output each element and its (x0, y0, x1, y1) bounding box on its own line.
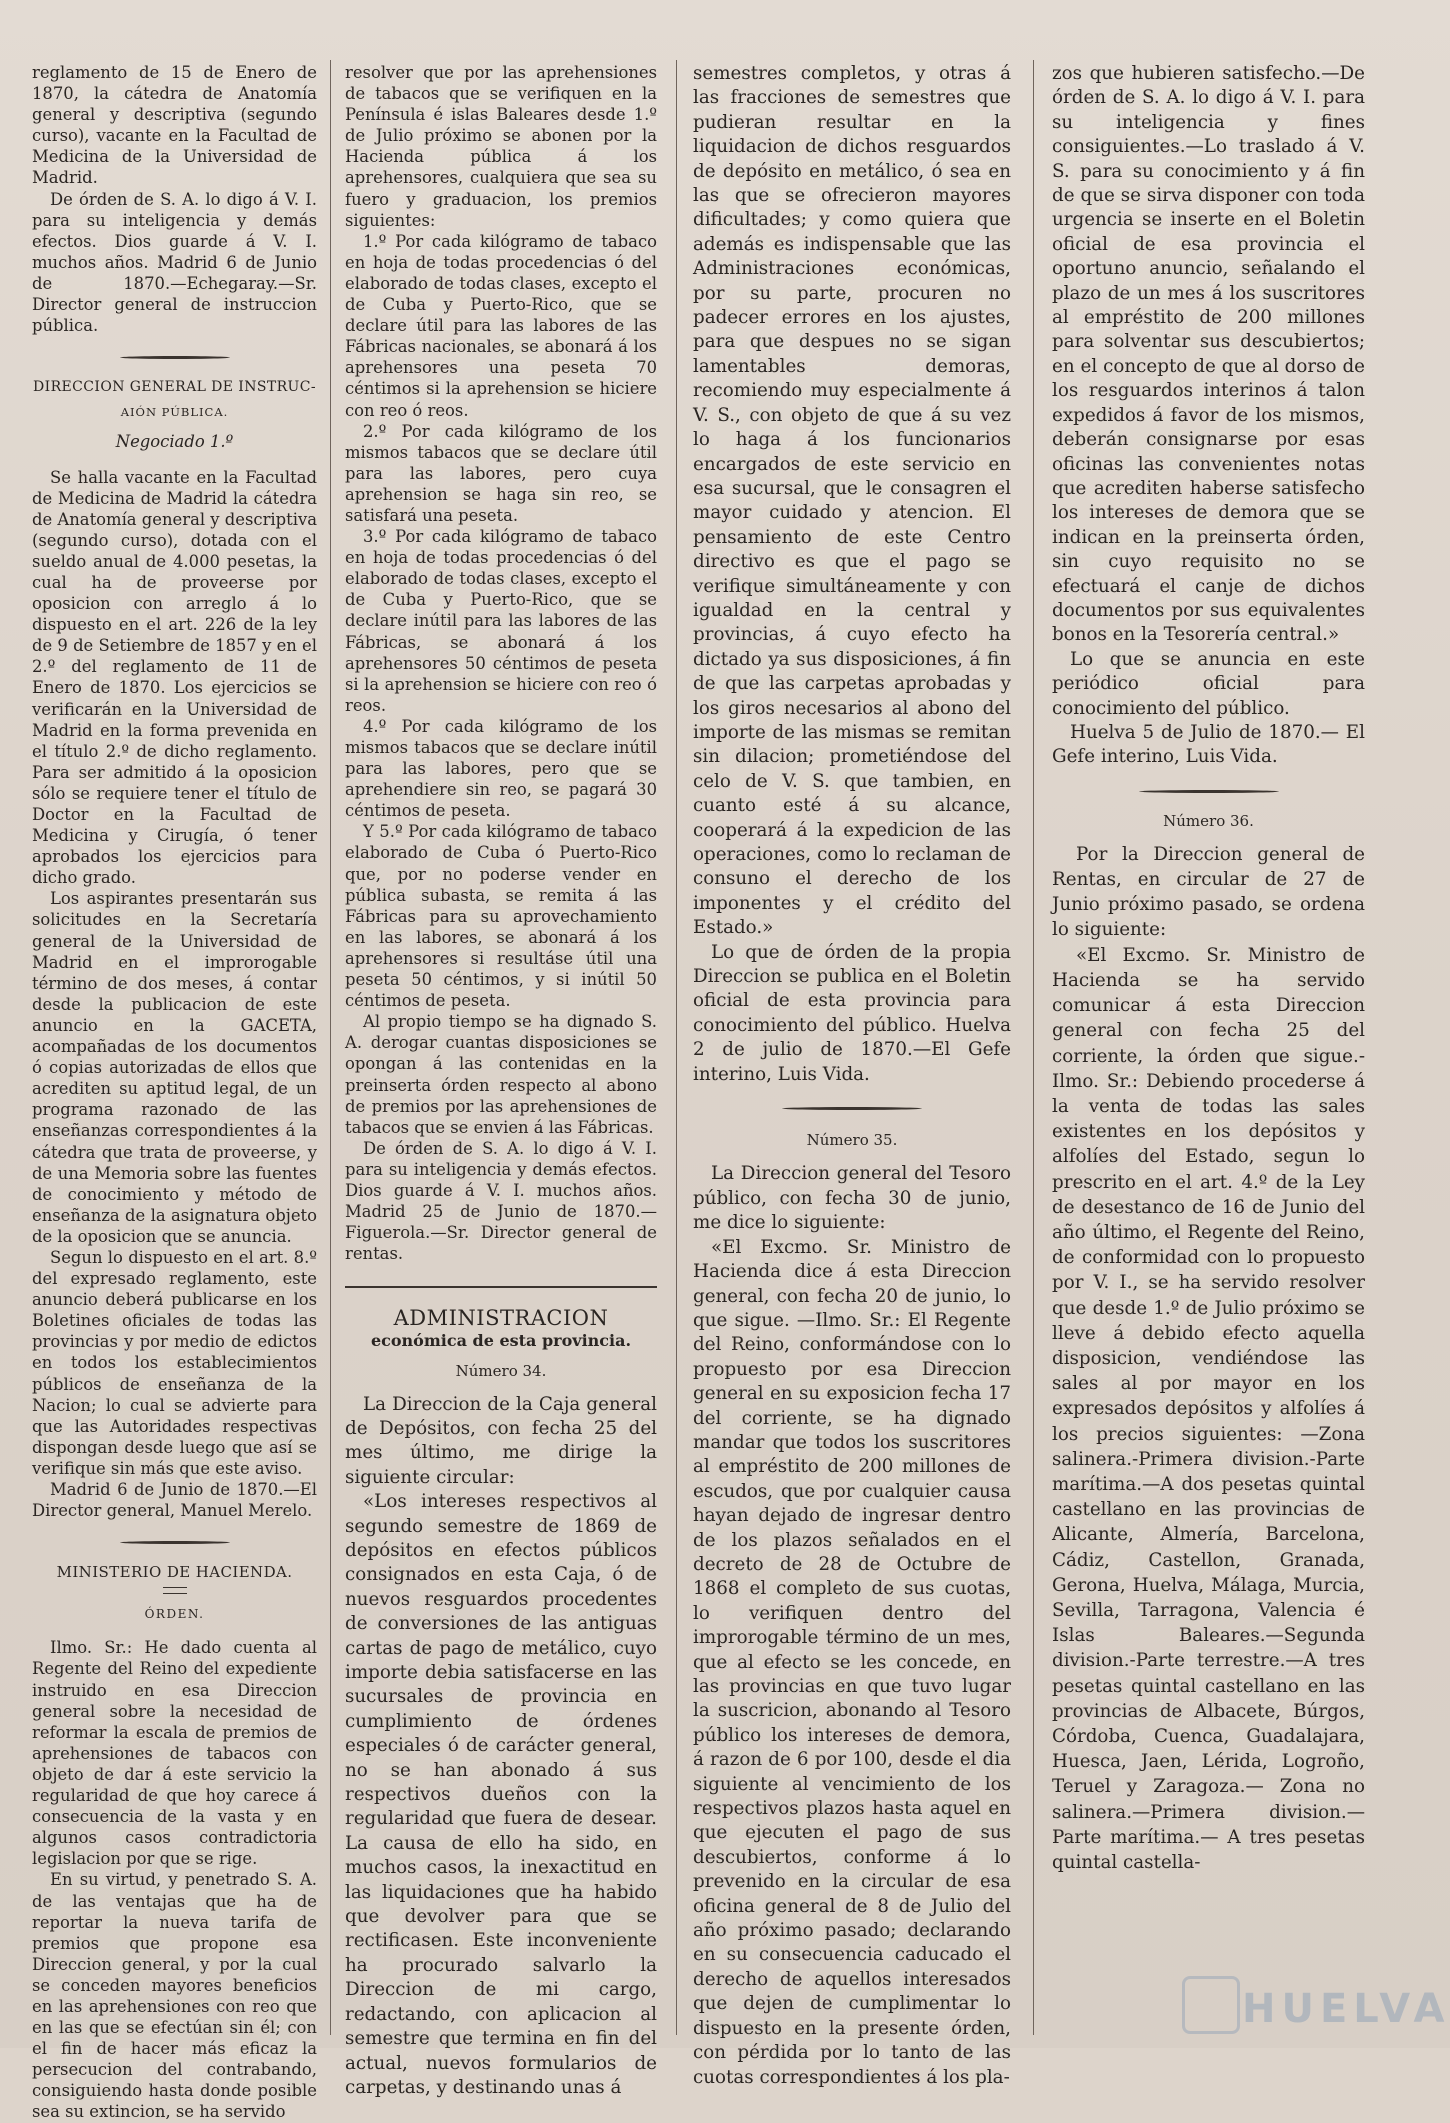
paragraph: Se halla vacante en la Facultad de Medicina de Madrid la cátedra de Anatomía general y descriptiva (segundo curso), dotada con el sueldo anual de 4.000 pesetas, la cual ha de proveerse por oposicion con arreglo á lo dispuesto en el art. 226 de la ley de 9 de Setiembre de 1857 y en el 2.º del reglamento de 11 de Enero de 1870. Los ejercicios se verificarán en la Universidad de Madrid en la forma prevenida en el título 2.º de dicho reglamento. Para ser admitido á la oposicion sólo se requiere tener el título de Doctor en la Facultad de Medicina y Cirugía, ó tener aprobados los ejercicios para dicho grado. (32, 467, 317, 888)
administration-subheading: económica de esta provincia. (370, 1331, 632, 1351)
paragraph: 4.º Por cada kilógramo de los mismos tabacos que se declare inútil para las labores, pero que se aprehendiere sin reo, se pagará 30 céntimos de peseta. (345, 716, 657, 821)
paragraph: 1.º Por cada kilógramo de tabaco en hoja de todas procedencias ó del elaborado de todas clases, excepto el de Cuba y Puerto-Rico, que se declare útil para las labores de las Fábricas nacionales, se abonará á los aprehensores una peseta 70 céntimos si la aprehension se hiciere con reo ó reos. (345, 231, 657, 420)
paragraph: «El Excmo. Sr. Ministro de Hacienda dice á esta Direccion general, con fecha 20 de junio, lo que sigue. —Ilmo. Sr.: El Regente del Reino, conformándose con lo propuesto por esa Direccion general en su exposicion fecha 17 del corriente, se ha dignado mandar que todos los suscritores al empréstito de 200 millones de escudos, que por cualquier causa hayan dejado de ingresar dentro de los plazos señalados en el decreto de 28 de Octubre de 1868 el completo de sus cuotas, lo verifiquen dentro del improrogable término de un mes, que al efecto se les concede, en las provincias en que tuvo lugar la suscricion, abonando al Tesoro público los intereses de demora, á razon de 6 por 100, desde el dia siguiente al vencimiento de los respectivos plazos hasta aquel en que ejecuten el pago de sus descubiertos, conforme á lo prevenido en la circular de esa oficina general de 8 de Julio del año próximo pasado; declarando en su consecuencia caducado el derecho de aquellos interesados que dejen de cumplimentar lo dispuesto en la presente órden, con pérdida por lo tanto de las cuotas correspondientes á los pla- (693, 1236, 1011, 2088)
negociado-label: Negociado 1.º (115, 432, 234, 452)
administration-heading: ADMINISTRACION (393, 1306, 609, 1331)
paragraph: Segun lo dispuesto en el art. 8.º del expresado reglamento, este anuncio deberá publicarse en los Boletines oficiales de todas las provincias y por medio de edictos en todos los establecimientos públicos de enseñanza de la Nacion; lo cual se advierte para que las Autoridades respectivas dispongan desde luego que así se verifique sin más que este aviso. (32, 1247, 317, 1478)
paragraph: En su virtud, y penetrado S. A. de las ventajas que ha de reportar la nueva tarifa de premios que propone esa Direccion general, y por la cual se conceden mayores beneficios en las aprehensiones con reo que en las que se efectúan sin él; con el fin de hacer más eficaz la persecucion del contrabando, consiguiendo hasta donde posible sea su extincion, se ha servido (32, 1870, 317, 2122)
orden-heading: ÓRDEN. (144, 1607, 205, 1622)
paragraph: semestres completos, y otras á las fracciones de semestres que pudieran resultar en la liquidacion de dichos resguardos de depósito en metálico, ó sea en las que se ofrecieron mayores dificultades; y como quiera que además es indispensable que las Administraciones económicas, por su parte, procuren no padecer errores en los ajustes, para que despues no se sigan lamentables demoras, recomiendo muy especialmente á V. S., con objeto de que á su vez lo haga á los funcionarios encargados de este servicio en esa sucursal, que le consagren el mayor cuidado y atencion. El pensamiento de este Centro directivo es que el pago se verifique simultáneamente y con igualdad en la central y provincias, á cuyo efecto ha dictado ya sus disposiciones, á fin de que las carpetas aprobadas y los giros necesarios al abono del importe de las mismas se remitan sin dilacion; prometiéndose del celo de V. S. que tambien, en cuanto esté á su alcance, cooperará á la expedicion de las operaciones, como lo reclaman de consuno el derecho de los imponentes y el crédito del Estado.» (693, 63, 1011, 939)
double-rule (163, 1587, 187, 1594)
column-3 (693, 62, 1011, 2090)
column-1 (32, 62, 317, 2123)
paragraph: Lo que de órden de la propia Direccion se publica en el Boletin oficial de esta provincia para conocimiento del público. Huelva 2 de julio de 1870.—El Gefe interino, Luis Vida. (693, 941, 1011, 1085)
column-2 (345, 62, 657, 2100)
paragraph: resolver que por las aprehensiones de tabacos que se verifiquen en la Península é islas Baleares desde 1.º de Julio próximo se abonen por la Hacienda pública á los aprehensores, cualquiera que sea su fuero y graduacion, los premios siguientes: (345, 63, 657, 230)
item-number: Número 35. (806, 1131, 898, 1150)
paragraph: «El Excmo. Sr. Ministro de Hacienda se ha servido comunicar á esta Direccion general con fecha 25 del corriente, la órden que sigue.-Ilmo. Sr.: Debiendo procederse á la venta de todas las sales existentes en los depósitos y alfolíes del Estado, segun lo prescrito en el art. 4.º de la Ley de desestanco de 16 de Junio del año último, el Regente del Reino, de conformidad con lo propuesto por V. I., se ha servido resolver que desde 1.º de Julio próximo se lleve á debido efecto aquella disposicion, vendiéndose las sales al por mayor en los expresados depósitos y alfolíes á los precios siguientes: —Zona salinera.-Primera division.-Parte marítima.—A dos pesetas quintal castellano en las provincias de Alicante, Almería, Barcelona, Cádiz, Castellon, Granada, Gerona, Huelva, Málaga, Murcia, Sevilla, Tarragona, Valencia é Islas Baleares.—Segunda division.-Parte terrestre.—A tres pesetas quintal castellano en las provincias de Albacete, Búrgos, Córdoba, Cuenca, Guadalajara, Huesca, Jaen, Lérida, Logroño, Teruel y Zaragoza.— Zona no salinera.—Primera division.—Parte marítima.— A tres pesetas quintal castella- (1052, 944, 1365, 1873)
section-divider (120, 356, 230, 359)
archive-watermark: HUELVA (1242, 1986, 1450, 2032)
signature: Madrid 6 de Junio de 1870.—El Director general, Manuel Merelo. (32, 1480, 317, 1521)
ministry-heading: MINISTERIO DE HACIENDA. (56, 1563, 293, 1582)
paragraph: Al propio tiempo se ha dignado S. A. derogar cuantas disposiciones se opongan á las contenidas en la preinserta órden respecto al abono de premios por las aprehensiones de tabacos que se envien á las Fábricas. (345, 1012, 657, 1137)
paragraph: La Direccion general del Tesoro público, con fecha 30 de junio, me dice lo siguiente: (693, 1163, 1011, 1234)
paragraph: «Los intereses respectivos al segundo semestre de 1869 de depósitos en efectos públicos consignados en esta Caja, ó de nuevos resguardos procedentes de conversiones de las antiguas cartas de pago de metálico, cuyo importe debia satisfacerse en las sucursales de provincia en cumplimiento de órdenes especiales ó de carácter general, no se han abonado á sus respectivos dueños con la regularidad que fuera de desear. La causa de ello ha sido, en muchos casos, la inexactitud en las liquidaciones que ha habido que devolver para que se rectificasen. Este inconveniente ha procurado salvarlo la Direccion de mi cargo, redactando, con aplicacion al semestre que termina en fin del actual, nuevos formularios de carpetas, y destinando unas á (345, 1491, 657, 2098)
archive-logo-icon (1182, 1976, 1240, 2034)
item-number: Número 34. (455, 1362, 547, 1381)
section-divider (120, 1541, 230, 1544)
column-divider (1033, 60, 1034, 2035)
paragraph: Y 5.º Por cada kilógramo de tabaco elaborado de Cuba ó Puerto-Rico que, por no poderse vender en pública subasta, se remita á las Fábricas para su aprovechamiento en las labores, se abonará á los aprehensores si resultáse útil una peseta 50 céntimos, y si inútil 50 céntimos de peseta. (345, 822, 657, 1011)
section-heading: DIRECCION GENERAL DE INSTRUC- (33, 379, 316, 396)
column-divider (330, 60, 331, 2035)
column-4 (1052, 62, 1365, 1875)
paragraph: reglamento de 15 de Enero de 1870, la cátedra de Anatomía general y descriptiva (segundo curso), vacante en la Facultad de Medicina de la Universidad de Madrid. (32, 63, 317, 188)
paragraph: Lo que se anuncia en este periódico oficial para conocimiento del público. (1052, 648, 1365, 719)
paragraph: Por la Direccion general de Rentas, en circular de 27 de Junio próximo pasado, se ordena lo siguiente: (1052, 843, 1365, 941)
paragraph: zos que hubieren satisfecho.—De órden de S. A. lo digo á V. I. para su inteligencia y fines consiguientes.—Lo traslado á V. S. para su conocimiento y á fin de que se sirva disponer con toda urgencia se inserte en el Boletin oficial de esa provincia el oportuno anuncio, señalando el plazo de un mes á los suscritores al empréstito de 200 millones para solventar sus descubiertos; en el concepto de que al dorso de los resguardos interinos á talon expedidos á favor de los mismos, deberán consignarse por esas oficinas las convenientes notas que acrediten haberse satisfecho los intereses de demora que se indican en la preinserta órden, sin cuyo requisito no se efectuará el canje de dichos documentos por sus equivalentes bonos en la Tesorería central.» (1052, 63, 1365, 646)
paragraph: 3.º Por cada kilógramo de tabaco en hoja de todas procedencias ó del elaborado de todas clases, excepto el de Cuba y Puerto-Rico, que se declare inútil para las labores de las Fábricas, se abonará á los aprehensores 50 céntimos de peseta si la aprehension se hiciere con reo ó reos. (345, 527, 657, 715)
paragraph: La Direccion de la Caja general de Depósitos, con fecha 25 del mes último, me dirige la siguiente circular: (345, 1393, 657, 1488)
section-divider (1139, 790, 1279, 793)
section-divider (782, 1107, 922, 1110)
paragraph: De órden de S. A. lo digo á V. I. para su inteligencia y demás efectos. Dios guarde á V. I. muchos años. Madrid 6 de Junio de 1870.—Echegaray.—Sr. Director general de instruccion pública. (32, 189, 317, 336)
paragraph: Los aspirantes presentarán sus solicitudes en la Secretaría general de la Universidad de Madrid en el improrogable término de dos meses, á contar desde la publicacion de este anuncio en la GACETA, acompañadas de los documentos ó copias autorizadas de ellos que acrediten su aptitud legal, de un programa razonado de las enseñanzas correspondientes á la cátedra que trata de proveerse, y de una Memoria sobre las fuentes de conocimiento y método de enseñanza de la asignatura objeto de la oposicion que se anuncia. (32, 889, 317, 1246)
paragraph: De órden de S. A. lo digo á V. I. para su inteligencia y demás efectos. Dios guarde á V. I. muchos años. Madrid 25 de Junio de 1870.—Figuerola.—Sr. Director general de rentas. (345, 1138, 657, 1264)
section-heading-continued: AIÓN PÚBLICA. (120, 405, 229, 420)
paragraph: 2.º Por cada kilógramo de los mismos tabacos que se declare útil para las labores, pero cuya aprehension se haga sin reo, se satisfará una peseta. (345, 421, 657, 525)
section-rule (345, 1286, 657, 1288)
column-divider (676, 60, 677, 2035)
signature: Huelva 5 de Julio de 1870.— El Gefe interino, Luis Vida. (1052, 721, 1365, 768)
paragraph: Ilmo. Sr.: He dado cuenta al Regente del Reino del expediente instruido en esa Direccion general sobre la necesidad de reformar la escala de premios de aprehensiones de tabacos con objeto de dar á este servicio la regularidad de que hoy carece á consecuencia de la vasta y en algunos casos contradictoria legislacion por que se rige. (32, 1638, 317, 1869)
item-number: Número 36. (1163, 811, 1254, 830)
